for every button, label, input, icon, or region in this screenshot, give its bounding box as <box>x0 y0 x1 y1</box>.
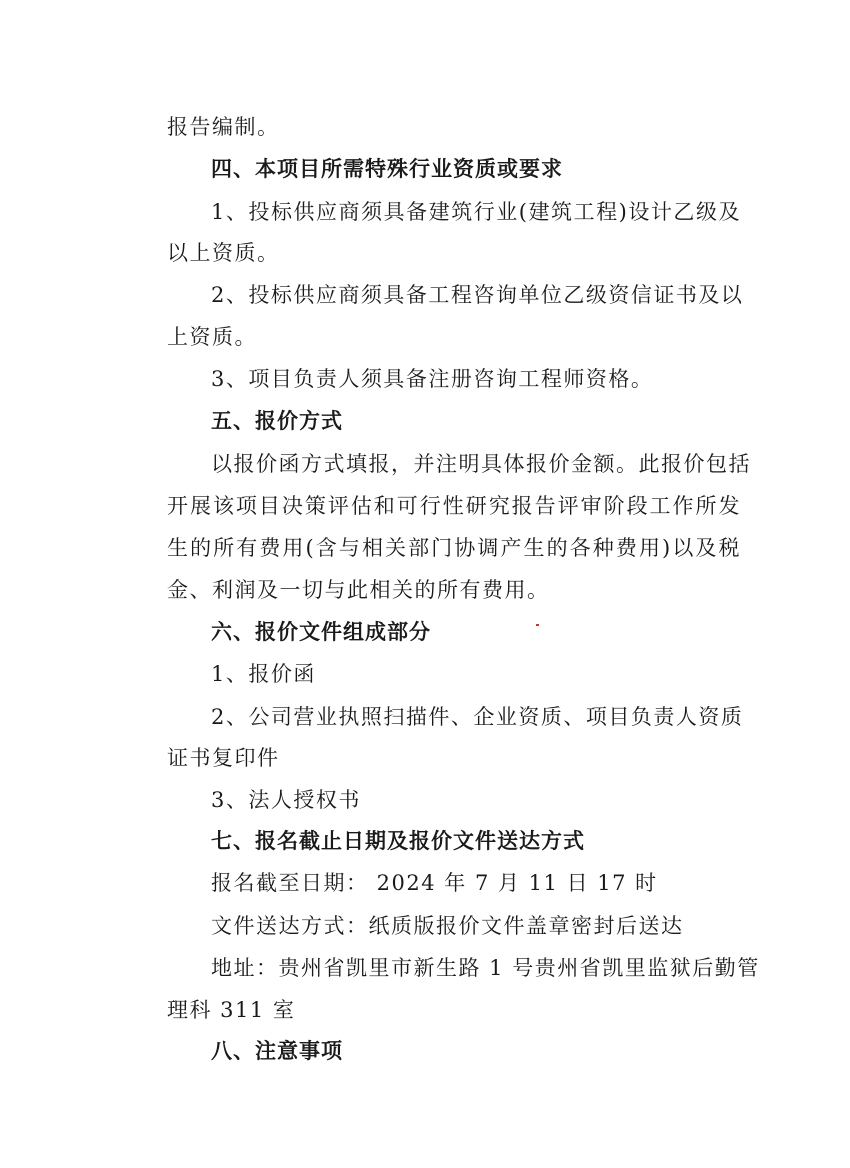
requirement-item-1: 1、投标供应商须具备建筑行业(建筑工程)设计乙级及 <box>211 200 741 224</box>
paragraph-line: 上资质。 <box>167 325 257 349</box>
scan-speck <box>536 624 539 626</box>
deadline-line: 报名截至日期： 2024 年 7 月 11 日 17 时 <box>211 871 658 895</box>
list-item: 3、法人授权书 <box>211 788 361 812</box>
delivery-method-line: 文件送达方式：纸质版报价文件盖章密封后送达 <box>211 914 684 938</box>
paragraph-line: 报告编制。 <box>167 115 280 139</box>
paragraph-line: 金、利润及一切与此相关的所有费用。 <box>167 578 550 602</box>
paragraph-line: 以报价函方式填报，并注明具体报价金额。此报价包括 <box>211 452 751 476</box>
section-heading-8: 八、注意事项 <box>211 1039 343 1063</box>
section-heading-4: 四、本项目所需特殊行业资质或要求 <box>211 157 563 181</box>
paragraph-line: 以上资质。 <box>167 241 280 265</box>
section-heading-7: 七、报名截止日期及报价文件送达方式 <box>211 829 585 853</box>
paragraph-line: 证书复印件 <box>167 746 280 770</box>
requirement-item-3: 3、项目负责人须具备注册咨询工程师资格。 <box>211 367 654 391</box>
paragraph-line: 理科 311 室 <box>167 998 296 1022</box>
address-line: 地址：贵州省凯里市新生路 1 号贵州省凯里监狱后勤管 <box>211 956 760 980</box>
requirement-item-2: 2、投标供应商须具备工程咨询单位乙级资信证书及以 <box>211 283 744 307</box>
section-heading-6: 六、报价文件组成部分 <box>211 620 431 644</box>
paragraph-line: 开展该项目决策评估和可行性研究报告评审阶段工作所发 <box>167 494 741 518</box>
list-item: 1、报价函 <box>211 662 316 686</box>
list-item: 2、公司营业执照扫描件、企业资质、项目负责人资质 <box>211 705 744 729</box>
paragraph-line: 生的所有费用(含与相关部门协调产生的各种费用)以及税 <box>167 536 741 560</box>
section-heading-5: 五、报价方式 <box>211 409 343 433</box>
